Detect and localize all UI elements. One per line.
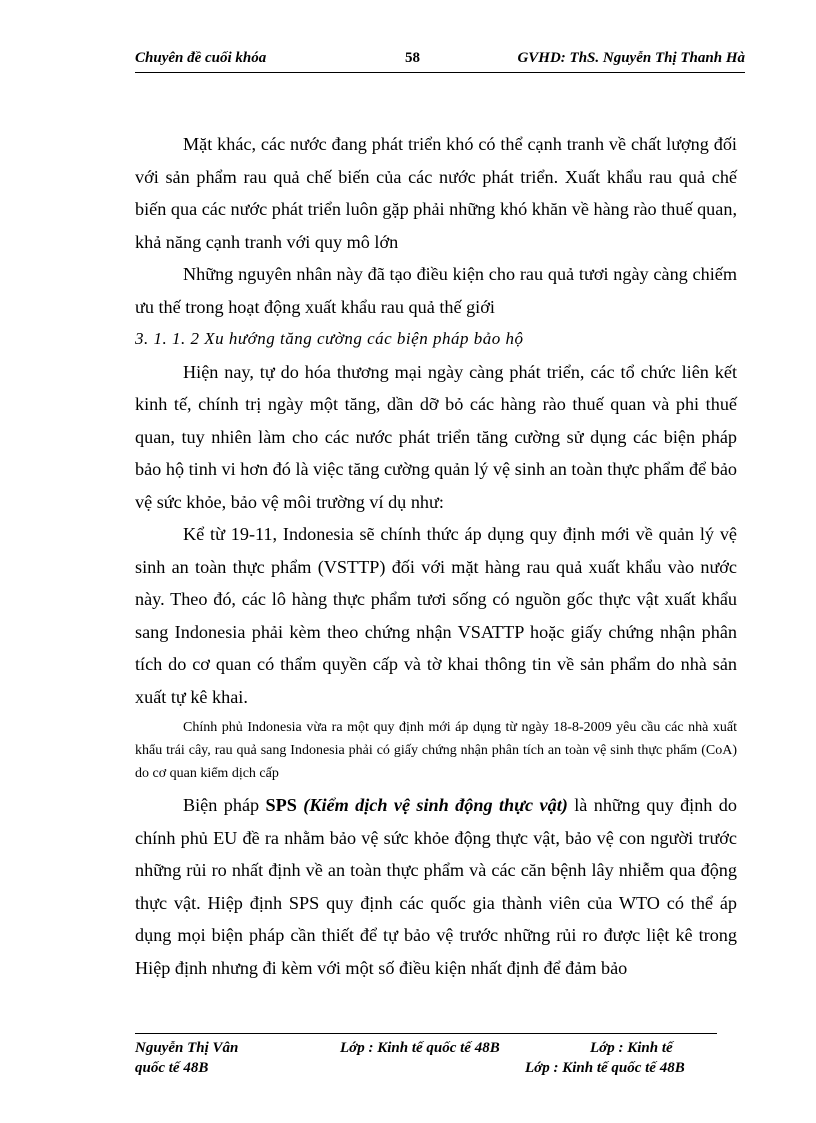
sps-full-name: (Kiểm dịch vệ sinh động thực vật): [303, 795, 568, 815]
paragraph-5-note: Chính phủ Indonesia vừa ra một quy định mới áp dụng từ ngày 18-8-2009 yêu cầu các nhà xuất khẩu trái cây, rau quả sang Indonesia phải có giấy chứng nhận phân tích an toàn vệ sinh thực phẩm (CoA) do cơ quan kiểm dịch cấp: [135, 720, 737, 781]
footer-author: Nguyễn Thị Vân: [135, 1040, 239, 1056]
footer-class-2b: quốc tế 48B: [135, 1060, 209, 1076]
p6-prefix: Biện pháp: [183, 795, 266, 815]
paragraph-3: Hiện nay, tự do hóa thương mại ngày càng phát triển, các tổ chức liên kết kinh tế, chính trị ngày một tăng, dần dỡ bỏ các hàng rào thuế quan và phi thuế quan, tuy nhiên làm cho các nước phát triển tăng cường sử dụng các biện pháp bảo hộ tinh vi hơn đó là việc tăng cường quản lý vệ sinh an toàn thực phẩm để bảo vệ sức khỏe, bảo vệ môi trường ví dụ như:: [135, 361, 737, 512]
document-body: [135, 128, 737, 984]
paragraph-6: [135, 789, 737, 984]
footer-class-2a: Lớp : Kinh tế: [590, 1040, 673, 1056]
header-advisor: GVHD: ThS. Nguyễn Thị Thanh Hà: [517, 50, 745, 66]
section-heading: 3. 1. 1. 2 Xu hướng tăng cường các biện pháp bảo hộ: [135, 329, 524, 348]
page-footer: [135, 1033, 717, 1079]
footer-class-3: Lớp : Kinh tế quốc tế 48B: [525, 1060, 685, 1076]
header-title: Chuyên đề cuối khóa: [135, 50, 267, 66]
footer-class-1: Lớp : Kinh tế quốc tế 48B: [340, 1040, 500, 1056]
page-number: 58: [405, 50, 420, 66]
sps-term: SPS: [265, 795, 297, 815]
paragraph-2: Những nguyên nhân này đã tạo điều kiện cho rau quả tươi ngày càng chiếm ưu thế trong hoạt động xuất khẩu rau quả thế giới: [135, 264, 737, 317]
p6-rest: là những quy định do chính phủ EU đề ra nhằm bảo vệ sức khỏe động thực vật, bảo vệ con người trước những rủi ro nhất định về an toàn thực phẩm và các căn bệnh lây nhiễm qua động thực vật. Hiệp định SPS quy định các quốc gia thành viên của WTO có thể áp dụng mọi biện pháp cần thiết để tự bảo vệ trước những rủi ro được liệt kê trong Hiệp định nhưng đi kèm với một số điều kiện nhất định để đảm bảo: [135, 795, 737, 978]
paragraph-4: Kể từ 19-11, Indonesia sẽ chính thức áp dụng quy định mới về quản lý vệ sinh an toàn thực phẩm (VSTTP) đối với mặt hàng rau quả xuất khẩu vào nước này. Theo đó, các lô hàng thực phẩm tươi sống có nguồn gốc thực vật xuất khẩu sang Indonesia phải kèm theo chứng nhận VSATTP hoặc giấy chứng nhận phân tích do cơ quan có thẩm quyền cấp và tờ khai thông tin về sản phẩm do nhà sản xuất tự kê khai.: [135, 524, 737, 707]
page-header: [135, 48, 745, 73]
paragraph-1: Mặt khác, các nước đang phát triển khó có thể cạnh tranh về chất lượng đối với sản phẩm rau quả chế biến của các nước phát triển. Xuất khẩu rau quả chế biến qua các nước phát triển luôn gặp phải những khó khăn về hàng rào thuế quan, khả năng cạnh tranh với quy mô lớn: [135, 134, 737, 252]
